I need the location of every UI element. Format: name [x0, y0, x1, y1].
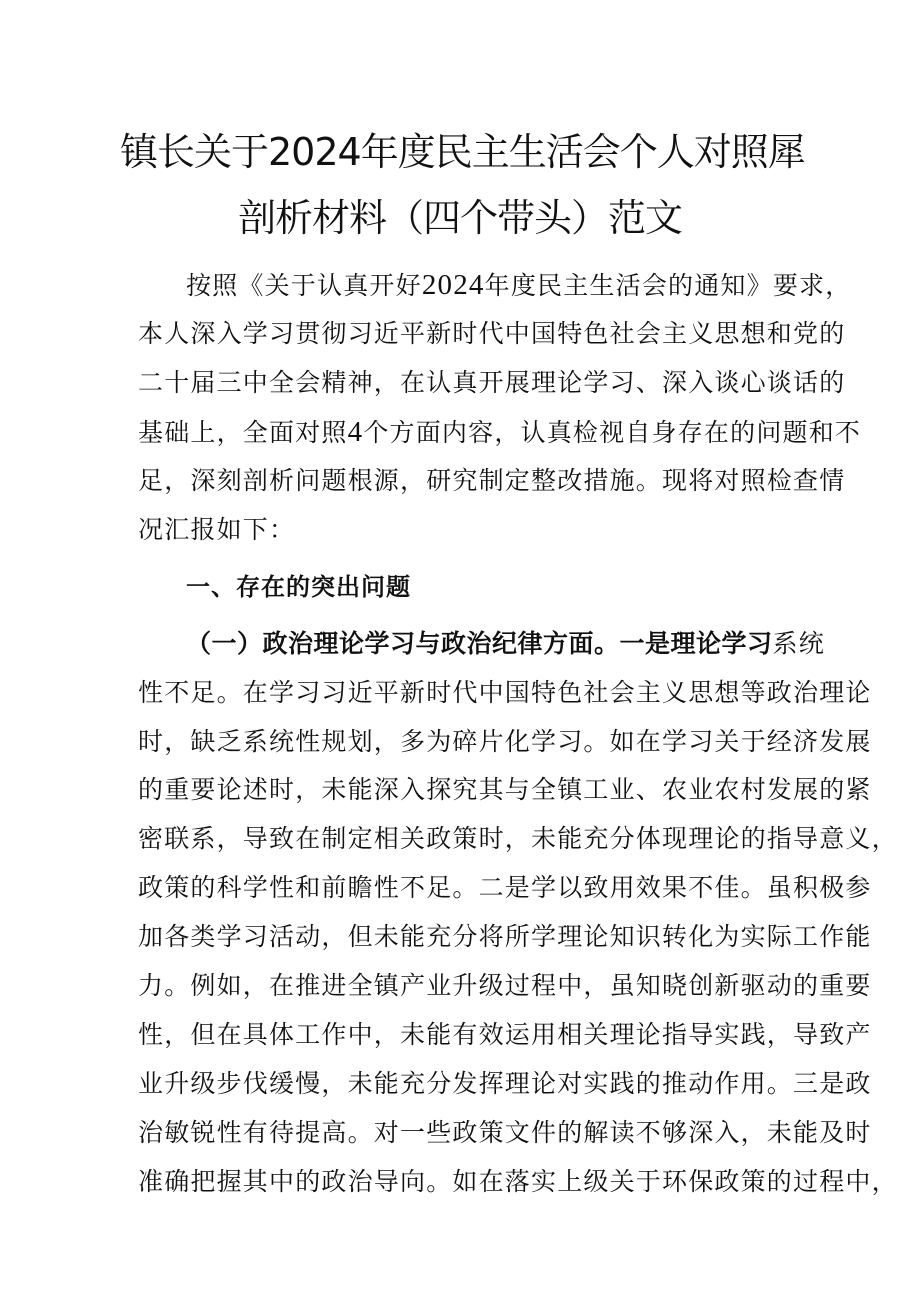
- intro-count: 4: [347, 416, 364, 448]
- intro-text: 基础上，全面对照: [138, 418, 348, 447]
- intro-line-1: [186, 268, 852, 303]
- para-line-10: 业升级步伐缓慢，未能充分发挥理论对实践的推动作用。三是政: [138, 1069, 872, 1098]
- para-line-6: 政策的科学性和前瞻性不足。二是学以致用效果不佳。虽积极参: [138, 873, 872, 902]
- para-line-9: 性，但在具体工作中，未能有效运用相关理论指导实践，导致产: [138, 1020, 872, 1049]
- document-title-line-1: 镇长关于2024年度民主生活会个人对照犀: [120, 130, 805, 174]
- intro-line-2: 本人深入学习贯彻习近平新时代中国特色社会主义思想和党的: [138, 319, 846, 348]
- intro-line-3: 二十届三中全会精神，在认真开展理论学习、深入谈心谈话的: [138, 368, 846, 397]
- intro-line-6: 况汇报如下：: [138, 515, 296, 544]
- para-line-5: 密联系，导致在制定相关政策时，未能充分体现理论的指导意义，: [138, 824, 898, 853]
- para-line-3: 时，缺乏系统性规划，多为碎片化学习。如在学习关于经济发展: [138, 727, 872, 756]
- document-title-line-2: 剖析材料（四个带头）范文: [237, 196, 682, 240]
- intro-line-4: [138, 415, 862, 450]
- intro-text: 年度民主生活会的通知》要求，: [484, 271, 852, 300]
- para-bold-lead: （一）政治理论学习与政治纪律方面。一是理论学习: [186, 629, 773, 658]
- intro-text: 个方面内容，认真检视自身存在的问题和不: [363, 418, 862, 447]
- intro-year: 2024: [421, 269, 485, 301]
- intro-line-5: 足，深刻剖析问题根源，研究制定整改措施。现将对照检查情: [138, 466, 846, 495]
- para-line-11: 治敏锐性有待提高。对一些政策文件的解读不够深入，未能及时: [138, 1118, 872, 1147]
- para-line-2: 性不足。在学习习近平新时代中国特色社会主义思想等政治理论: [138, 678, 872, 707]
- section-heading: 一、存在的突出问题: [186, 573, 411, 601]
- para-line-4: 的重要论述时，未能深入探究其与全镇工业、农业农村发展的紧: [138, 775, 872, 804]
- para-line-7: 加各类学习活动，但未能充分将所学理论知识转化为实际工作能: [138, 922, 872, 951]
- para-text: 系统: [772, 629, 825, 658]
- para-line-1: [186, 627, 825, 661]
- intro-text: 按照《关于认真开好: [186, 271, 422, 300]
- para-line-8: 力。例如，在推进全镇产业升级过程中，虽知晓创新驱动的重要: [138, 971, 872, 1000]
- para-line-12: 准确把握其中的政治导向。如在落实上级关于环保政策的过程中，: [138, 1167, 898, 1196]
